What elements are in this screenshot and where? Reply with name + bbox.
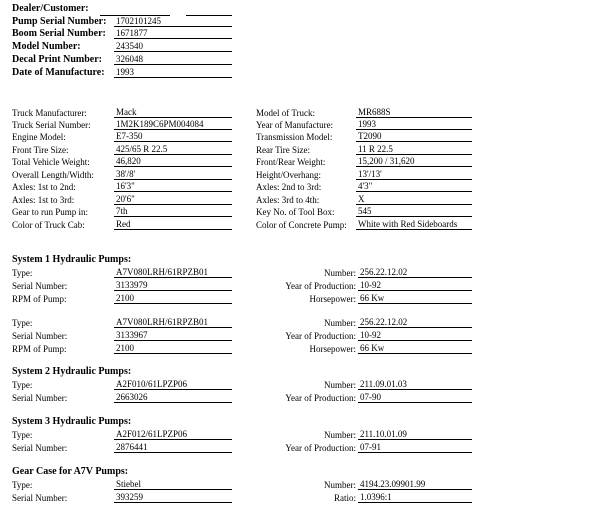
sys1a-rpm-value: 2100: [114, 293, 232, 304]
gear-type-label: Type:: [12, 480, 33, 490]
sys1a-year-value: 10-92: [358, 280, 472, 291]
sys3-year-value: 07-91: [358, 442, 472, 453]
truck-right-label-8: Key No. of Tool Box:: [256, 207, 335, 217]
decal-print-value: 326048: [114, 54, 232, 65]
truck-left-label-8: Gear to run Pump in:: [12, 207, 88, 217]
truck-left-label-2: Engine Model:: [12, 132, 66, 142]
truck-right-label-6: Axles: 2nd to 3rd:: [256, 182, 322, 192]
truck-right-value-4: 15,200 / 31,620: [356, 156, 472, 167]
truck-left-value-5: 38'/8': [114, 169, 232, 180]
system3-title: System 3 Hydraulic Pumps:: [12, 416, 132, 427]
sys1a-number-value: 256.22.12.02: [358, 267, 472, 278]
sys1a-number-label: Number:: [324, 268, 356, 278]
truck-left-label-9: Color of Truck Cab:: [12, 220, 85, 230]
truck-left-label-7: Axles: 1st to 3rd:: [12, 195, 75, 205]
sys1b-year-value: 10-92: [358, 330, 472, 341]
truck-left-value-3: 425/65 R 22.5: [114, 144, 232, 155]
truck-left-value-8: 7th: [114, 206, 232, 217]
sys1a-type-label: Type:: [12, 268, 33, 278]
model-number-value: 243540: [114, 41, 232, 52]
date-manufacture-label: Date of Manufacture:: [12, 67, 105, 78]
truck-left-value-0: Mack: [114, 107, 232, 118]
sys3-type-label: Type:: [12, 430, 33, 440]
truck-right-label-3: Rear Tire Size:: [256, 145, 310, 155]
system2-title: System 2 Hydraulic Pumps:: [12, 366, 132, 377]
sys2-number-value: 211.09.01.03: [358, 379, 472, 390]
truck-right-value-1: 1993: [356, 119, 472, 130]
truck-left-label-0: Truck Manufacturer:: [12, 108, 87, 118]
sys1a-serial-label: Serial Number:: [12, 281, 68, 291]
truck-right-label-0: Model of Truck:: [256, 108, 316, 118]
sys1b-number-label: Number:: [324, 318, 356, 328]
truck-right-label-2: Transmission Model:: [256, 132, 333, 142]
dealer-field-extra: [186, 5, 232, 16]
sys3-number-value: 211.10.01.09: [358, 429, 472, 440]
gear-case-title: Gear Case for A7V Pumps:: [12, 466, 129, 477]
truck-left-value-7: 20'6": [114, 194, 232, 205]
sys1b-number-value: 256.22.12.02: [358, 317, 472, 328]
sys2-serial-label: Serial Number:: [12, 393, 68, 403]
truck-right-value-9: White with Red Sideboards: [356, 219, 472, 230]
sys2-serial-value: 2663026: [114, 392, 232, 403]
gear-ratio-value: 1.0396:1: [358, 492, 472, 503]
truck-right-label-9: Color of Concrete Pump:: [256, 220, 347, 230]
gear-number-value: 4194.23.09901.99: [358, 479, 472, 490]
sys1b-hp-label: Horsepower:: [309, 344, 356, 354]
decal-print-label: Decal Print Number:: [12, 54, 102, 65]
truck-left-label-1: Truck Serial Number:: [12, 120, 91, 130]
gear-ratio-label: Ratio:: [334, 493, 356, 503]
sys1a-hp-label: Horsepower:: [309, 294, 356, 304]
dealer-field: [100, 5, 170, 16]
sys1a-year-label: Year of Production:: [285, 281, 356, 291]
sys1a-type-value: A7V080LRH/61RPZB01: [114, 267, 232, 278]
truck-right-value-8: 545: [356, 206, 472, 217]
truck-left-value-2: E7-350: [114, 131, 232, 142]
sys1b-rpm-label: RPM of Pump:: [12, 344, 67, 354]
sys2-number-label: Number:: [324, 380, 356, 390]
truck-right-label-7: Axles: 3rd to 4th:: [256, 195, 320, 205]
sys1a-hp-value: 66 Kw: [358, 293, 472, 304]
truck-left-label-4: Total Vehicle Weight:: [12, 157, 90, 167]
truck-right-value-0: MR688S: [356, 107, 472, 118]
truck-right-value-7: X: [356, 194, 472, 205]
sys3-year-label: Year of Production:: [285, 443, 356, 453]
dealer-label: Dealer/Customer:: [12, 3, 89, 14]
truck-right-value-5: 13'/13': [356, 169, 472, 180]
sys1a-rpm-label: RPM of Pump:: [12, 294, 67, 304]
gear-serial-label: Serial Number:: [12, 493, 68, 503]
sys3-serial-label: Serial Number:: [12, 443, 68, 453]
gear-serial-value: 393259: [114, 492, 232, 503]
sys3-type-value: A2F012/61LPZP06: [114, 429, 232, 440]
truck-left-label-3: Front Tire Size:: [12, 145, 69, 155]
truck-right-value-3: 11 R 22.5: [356, 144, 472, 155]
truck-left-label-5: Overall Length/Width:: [12, 170, 94, 180]
sys2-type-value: A2F010/61LPZP06: [114, 379, 232, 390]
sys1b-serial-value: 3133967: [114, 330, 232, 341]
truck-right-label-5: Height/Overhang:: [256, 170, 321, 180]
truck-right-value-6: 4'3": [356, 181, 472, 192]
sys1b-type-label: Type:: [12, 318, 33, 328]
sys2-year-label: Year of Production:: [285, 393, 356, 403]
pump-serial-value: 1702101245: [114, 16, 232, 27]
sys1b-rpm-value: 2100: [114, 343, 232, 354]
sys3-number-label: Number:: [324, 430, 356, 440]
system1-title: System 1 Hydraulic Pumps:: [12, 254, 132, 265]
truck-right-value-2: T2090: [356, 131, 472, 142]
truck-left-value-9: Red: [114, 219, 232, 230]
truck-right-label-4: Front/Rear Weight:: [256, 157, 326, 167]
sys1b-year-label: Year of Production:: [285, 331, 356, 341]
truck-left-label-6: Axles: 1st to 2nd:: [12, 182, 76, 192]
sys1b-hp-value: 66 Kw: [358, 343, 472, 354]
sys2-type-label: Type:: [12, 380, 33, 390]
truck-left-value-4: 46,820: [114, 156, 232, 167]
sys2-year-value: 07-90: [358, 392, 472, 403]
gear-type-value: Stiebel: [114, 479, 232, 490]
sys1a-serial-value: 3133979: [114, 280, 232, 291]
gear-number-label: Number:: [324, 480, 356, 490]
sys1b-type-value: A7V080LRH/61RPZB01: [114, 317, 232, 328]
date-manufacture-value: 1993: [114, 67, 232, 78]
pump-serial-label: Pump Serial Number:: [12, 16, 107, 27]
truck-left-value-1: 1M2K189C6PM004084: [114, 119, 232, 130]
sys3-serial-value: 2876441: [114, 442, 232, 453]
sys1b-serial-label: Serial Number:: [12, 331, 68, 341]
truck-left-value-6: 16'3": [114, 181, 232, 192]
truck-right-label-1: Year of Manufacture:: [256, 120, 334, 130]
boom-serial-value: 1671877: [114, 28, 232, 39]
model-number-label: Model Number:: [12, 41, 81, 52]
boom-serial-label: Boom Serial Number:: [12, 28, 106, 39]
